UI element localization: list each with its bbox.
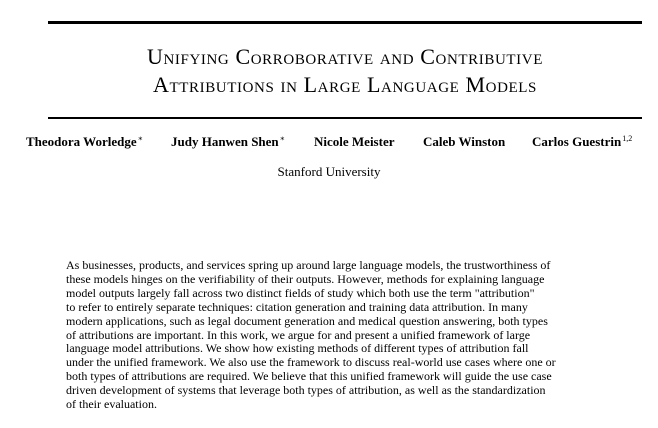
author-name: Theodora Worledge <box>26 134 137 149</box>
abstract-line: of their evaluation. <box>66 397 157 412</box>
abstract-line: driven development of systems that leverage both types of attribution, as well as the standardization <box>66 383 546 398</box>
title-bottom-rule <box>48 117 642 119</box>
abstract-line: As businesses, products, and services spring up around large language models, the trustworthiness of <box>66 258 551 272</box>
author-name: Judy Hanwen Shen <box>171 134 279 149</box>
affiliation: Stanford University <box>277 164 381 179</box>
author <box>314 134 394 150</box>
abstract-body <box>66 259 594 412</box>
author-name: Caleb Winston <box>423 134 506 149</box>
author <box>171 134 285 150</box>
abstract-line: both types of attributions are required. We believe that this unified framework will guide the use case <box>66 369 552 384</box>
author-name: Nicole Meister <box>314 134 395 149</box>
author-mark: ∗ <box>279 134 286 143</box>
paper-title-line-2: Attributions in Large Language Models <box>152 72 537 97</box>
abstract-line: to refer to entirely separate techniques: citation generation and training data attribution. In many <box>66 299 528 314</box>
author-list <box>0 134 658 154</box>
abstract-line: language model attributions. We show how existing methods of different types of attribution fall <box>66 341 529 356</box>
abstract-line: under the unified framework. We also use the framework to discuss real-world use cases where one or <box>66 355 556 370</box>
author <box>532 134 632 150</box>
author <box>423 134 505 150</box>
author-name: Carlos Guestrin <box>532 134 622 149</box>
author-mark: ∗ <box>137 134 144 143</box>
abstract-line: model outputs largely fall across two distinct fields of study which both use the term "attribution" <box>66 285 535 300</box>
author <box>26 134 143 150</box>
paper-title-line-1: Unifying Corroborative and Contributive <box>147 44 543 69</box>
abstract-line: of attributions are important. In this work, we argue for and present a unified framework of large <box>66 327 531 342</box>
abstract-line: these models hinges on the verifiability of their outputs. However, methods for explaining language <box>66 271 545 286</box>
abstract-line: modern applications, such as legal document generation and medical question answering, both types <box>66 313 548 328</box>
title-top-rule <box>48 21 642 24</box>
author-mark: 1,2 <box>622 134 633 143</box>
